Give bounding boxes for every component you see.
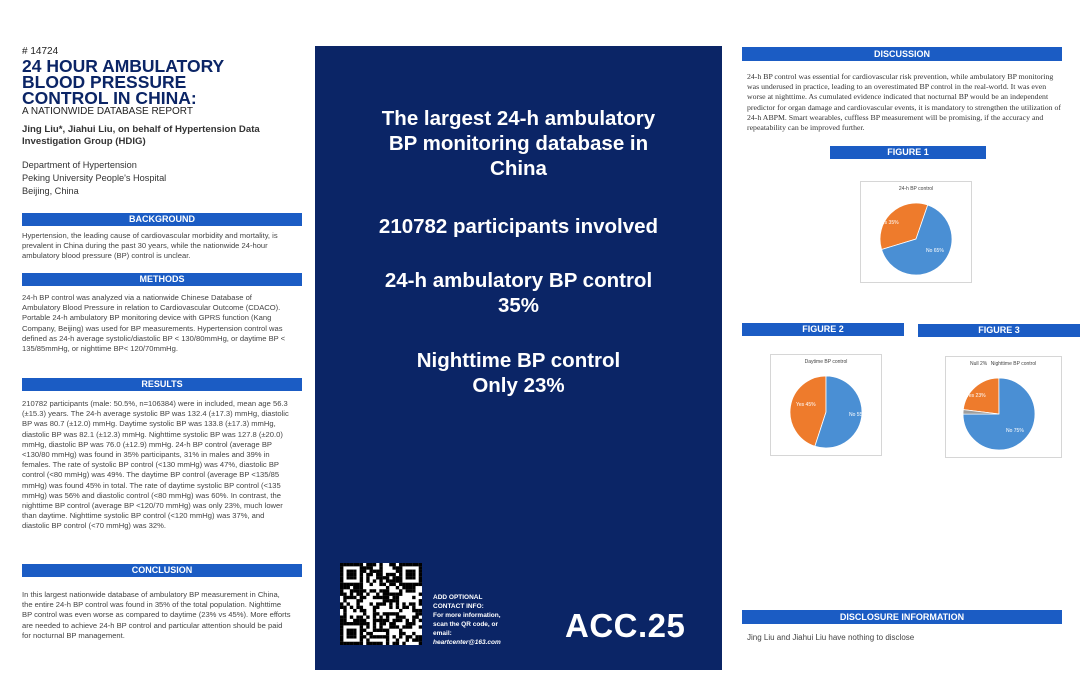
figure1-pie (871, 199, 961, 279)
disclosure-text: Jing Liu and Jiahui Liu have nothing to disclose (747, 633, 915, 642)
figure1-chart (860, 181, 972, 283)
poster-header (22, 46, 292, 198)
figure2-label: FIGURE 2 (742, 323, 904, 336)
methods-heading: METHODS (22, 273, 302, 286)
headline-database-line-2: BP monitoring database in (388, 132, 649, 155)
contact-line-1: ADD OPTIONAL (433, 594, 483, 601)
affiliation-city: Beijing, China (22, 186, 79, 196)
contact-line-5: email: (433, 630, 452, 637)
title-line-1: 24 HOUR AMBULATORY (22, 56, 225, 76)
figure3-title: Nighttime BP control (990, 361, 1037, 367)
figure3-yes-text: Yes 23% (966, 393, 986, 399)
figure1-title: 24-h BP control (898, 186, 934, 192)
contact-info (433, 593, 501, 647)
background-text: Hypertension, the leading cause of cardiovascular morbidity and mortality, is prevalent in China during the past 30 years, while the nationwide 24-hour ambulatory blood pressure (BP) control is unclear. (22, 231, 278, 261)
discussion-heading: DISCUSSION (742, 47, 1062, 61)
affiliation-hospital: Peking University People's Hospital (22, 173, 167, 183)
affiliation-dept: Department of Hypertension (22, 160, 137, 170)
figure3-null-label (970, 361, 987, 367)
acc25-logo: ACC.25 (565, 607, 686, 644)
title-line-2: BLOOD PRESSURE (22, 72, 187, 92)
headline-database-line-3: China (490, 157, 547, 180)
figure3-chart (945, 356, 1062, 458)
title-line-3: CONTROL IN CHINA: (22, 88, 197, 108)
background-heading: BACKGROUND (22, 213, 302, 226)
contact-email[interactable]: heartcenter@163.com (433, 639, 501, 646)
headline-nighttime (315, 348, 722, 398)
authors: Jing Liu*, Jiahui Liu, on behalf of Hypertension Data Investigation Group (HDIG) (22, 124, 260, 147)
poster-title (22, 58, 292, 106)
figure2-chart (770, 354, 882, 456)
figure3-label: FIGURE 3 (918, 324, 1080, 337)
headline-database-line-1: The largest 24-h ambulatory (381, 107, 656, 130)
poster-subtitle: A NATIONWIDE DATABASE REPORT (22, 106, 193, 117)
methods-text: 24-h BP control was analyzed via a nationwide Chinese Database of Ambulatory Blood Pressure in relation to Cardiovascular Outcome (CDACO). Portable 24-h ambulatory BP monitoring device with GPRS function (Kang Company, Beijing) was used for BP measurements. Hypertension control was defined as 24-h average systolic/diastolic BP < 130/80mmHg, or daytime BP < 135/85mmHg, or nighttime BP< 120/70mmHg. (22, 293, 286, 354)
poster-number: # 14724 (22, 46, 59, 57)
results-text: 210782 participants (male: 50.5%, n=106384) were in included, mean age 56.3 (±15.3) years. The 24-h average systolic BP was 132.4 (±17.3) mmHg, diastolic BP was 80.7 (±12.0) mmHg. Daytime systolic BP was 133.8 (±17.3) mmHg, diastolic BP was 82.1 (±12.3) mmHg. Nighttime systolic BP was 127.8 (±20.0) mmHg, diastolic BP was 76.0 (±12.9) mmHg. 24-h BP control (average BP <130/80 mmHg) was found in 35% participants, 31% in males and 39% in females. The rate of systolic BP control (<130 mmHg) was 47%, diastolic BP control (<80 mmHg) was 49%. The daytime BP control (average BP <135/85 mmHg) was found 45% in total. The rate of daytime systolic BP control (<135 mmHg) was 56% and diastolic control (<80 mmHg) was 60%. In contrast, the nighttime BP control (average BP <120/70 mmHg) was only 23%, much lower than daytime. Nighttime systolic BP control (<120 mmHg) was 37%, and diastolic BP control (<70 mmHg) was 32%. (22, 399, 289, 531)
figure3-pie (954, 374, 1044, 454)
figure1-no-label (926, 248, 944, 254)
figure3-yes-label (966, 393, 986, 399)
headline-nighttime-line-1: Nighttime BP control (416, 349, 621, 372)
contact-line-3: For more information, (433, 612, 501, 619)
figure1-yes-label (879, 220, 899, 226)
affiliation (22, 159, 292, 198)
conclusion-heading: CONCLUSION (22, 564, 302, 577)
headline-24h-control-line-1: 24-h ambulatory BP control (384, 269, 653, 292)
disclosure-heading: DISCLOSURE INFORMATION (742, 610, 1062, 624)
figure2-no-text: No 55% (849, 412, 867, 418)
contact-line-4: scan the QR code, or (433, 621, 499, 628)
headline-database (315, 106, 722, 181)
discussion-text: 24-h BP control was essential for cardiovascular risk prevention, while ambulatory BP monitoring was underused in practice, leading to an overestimated BP control in the real-world. It was even worse at nighttime. As cumulated evidence indicated that nocturnal BP would be an independent predictor for organ damage and cardiovascular events, it is mandatory to strengthen the utilization of 24-h ABPM. Smart wearables, cuffless BP measurement will be promising, if the accuracy and repeatability can be improved further. (747, 72, 1062, 133)
conclusion-text: In this largest nationwide database of ambulatory BP measurement in China, the entire 24-h BP control was found in 35% of the total population. Nighttime BP control was even worse as compared to daytime (23% vs 45%). More efforts are needed to achieve 24-h BP control and particular attention should be paid for nocturnal BP management. (22, 590, 291, 640)
figure2-title: Daytime BP control (804, 359, 848, 365)
figure2-no-label (849, 412, 867, 418)
figure1-yes-text: Yes 35% (879, 220, 899, 226)
figure1-label: FIGURE 1 (830, 146, 986, 159)
figure2-yes-text: Yes 45% (796, 402, 816, 408)
headline-24h-control (315, 268, 722, 318)
headline-24h-control-line-2: 35% (497, 294, 540, 317)
results-heading: RESULTS (22, 378, 302, 391)
figure3-no-text: No 75% (1006, 428, 1024, 434)
headline-participants: 210782 participants involved (378, 215, 659, 238)
qr-code[interactable] (340, 563, 422, 645)
figure2-yes-label (796, 402, 816, 408)
headline-nighttime-line-2: Only 23% (472, 374, 565, 397)
figure3-null-text: Null 2% (970, 361, 988, 367)
figure3-no-label (1006, 428, 1024, 434)
qr-code-graphic (340, 563, 422, 645)
contact-line-2: CONTACT INFO: (433, 603, 484, 610)
figure1-no-text: No 65% (926, 248, 944, 254)
